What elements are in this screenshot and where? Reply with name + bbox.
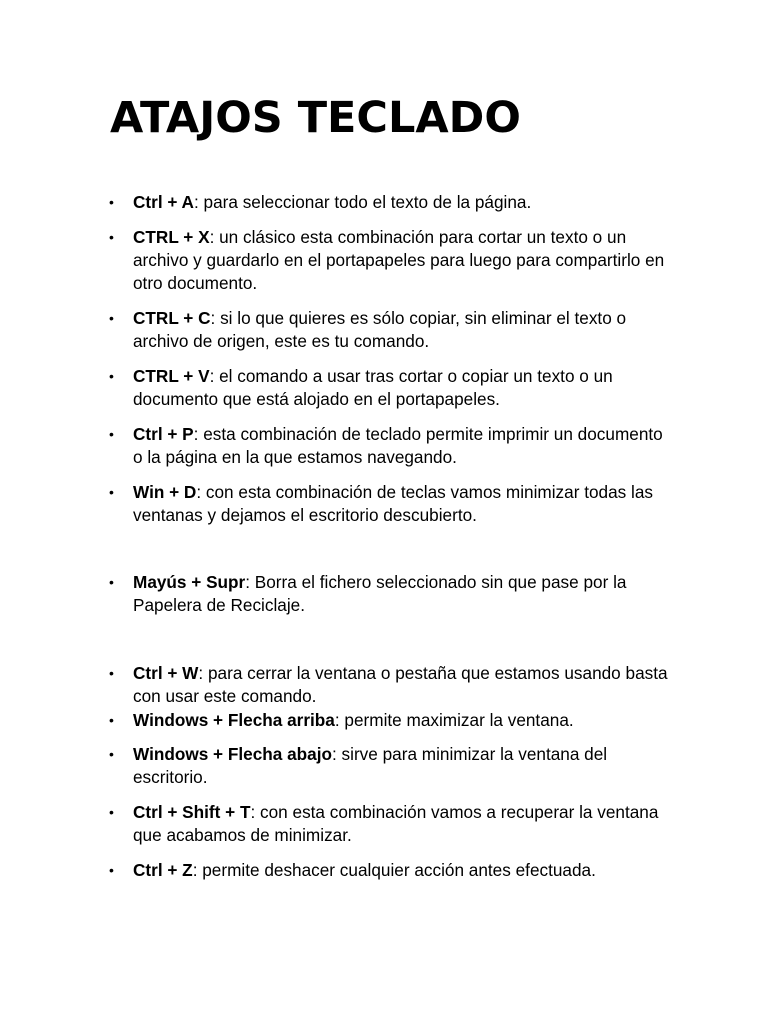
list-item [109, 571, 673, 617]
shortcut-description: : sirve para minimizar la ventana del escritorio. [133, 744, 608, 788]
shortcut-description: : con esta combinación vamos a recuperar la ventana que acabamos de minimizar. [133, 802, 659, 846]
list-item [109, 801, 673, 847]
list-item [109, 365, 673, 411]
bullet-icon: • [109, 368, 114, 384]
list-item [109, 226, 673, 296]
bullet-icon: • [109, 862, 114, 878]
bullet-icon: • [109, 229, 114, 245]
shortcut-key: CTRL + V [133, 366, 210, 386]
bullet-icon: • [109, 712, 114, 728]
bullet-icon: • [109, 484, 114, 500]
bullet-icon: • [109, 310, 114, 326]
list-item [109, 481, 673, 527]
list-item [109, 662, 673, 708]
bullet-icon: • [109, 804, 114, 820]
list-item [109, 307, 673, 353]
shortcut-description: : para cerrar la ventana o pestaña que estamos usando basta con usar este comando. [133, 663, 668, 707]
shortcut-key: Windows + Flecha arriba [133, 710, 335, 730]
list-item [109, 191, 673, 214]
shortcut-description: : el comando a usar tras cortar o copiar un texto o un documento que está alojado en el portapapeles. [133, 366, 613, 410]
list-item [109, 423, 673, 469]
shortcut-key: Windows + Flecha abajo [133, 744, 332, 764]
shortcut-key: Win + D [133, 482, 197, 502]
shortcut-description: : Borra el fichero seleccionado sin que pase por la Papelera de Reciclaje. [133, 572, 627, 616]
shortcut-description: : esta combinación de teclado permite imprimir un documento o la página en la que estamos navegando. [133, 424, 663, 468]
shortcut-key: Ctrl + W [133, 663, 199, 683]
list-item [109, 859, 673, 882]
shortcut-key: Ctrl + P [133, 424, 194, 444]
page-title: ATAJOS TECLADO [110, 93, 521, 143]
list-item [109, 743, 673, 789]
shortcut-key: Ctrl + Z [133, 860, 193, 880]
bullet-icon: • [109, 574, 114, 590]
shortcut-key: CTRL + C [133, 308, 211, 328]
shortcut-description: : si lo que quieres es sólo copiar, sin eliminar el texto o archivo de origen, este es tu comando. [133, 308, 627, 352]
shortcut-description: : permite deshacer cualquier acción antes efectuada. [192, 860, 596, 880]
shortcut-description: : permite maximizar la ventana. [334, 710, 574, 730]
bullet-icon: • [109, 665, 114, 681]
bullet-icon: • [109, 746, 114, 762]
shortcut-key: CTRL + X [133, 227, 210, 247]
shortcut-key: Mayús + Supr [133, 572, 246, 592]
shortcut-description: : un clásico esta combinación para cortar un texto o un archivo y guardarlo en el portapapeles para luego para compartirlo en otro documento. [133, 227, 665, 294]
shortcut-key: Ctrl + A [133, 192, 194, 212]
bullet-icon: • [109, 194, 114, 210]
shortcut-description: : con esta combinación de teclas vamos minimizar todas las ventanas y dejamos el escritorio descubierto. [133, 482, 653, 526]
shortcut-description: : para seleccionar todo el texto de la página. [193, 192, 532, 212]
bullet-icon: • [109, 426, 114, 442]
list-item [109, 709, 673, 732]
shortcut-key: Ctrl + Shift + T [133, 802, 251, 822]
